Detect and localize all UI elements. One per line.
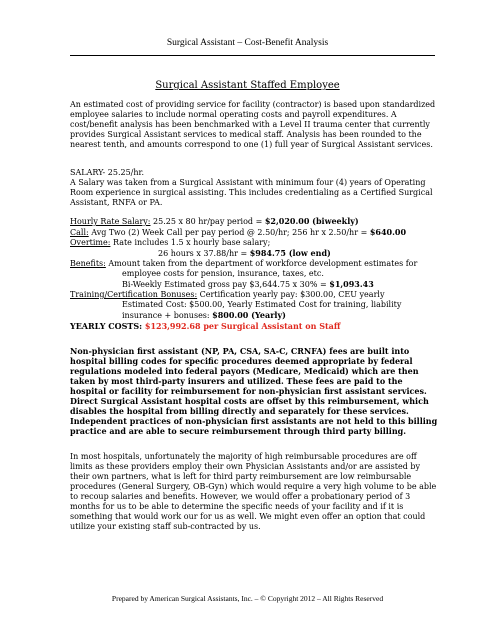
benefits-line-3 [70, 279, 440, 290]
overtime-value: $984.75 (low end) [249, 248, 331, 258]
benefits-text-3: Bi-Weekly Estimated gross pay $3,644.75 x 30% = [122, 280, 330, 289]
call-value: $640.00 [369, 227, 407, 237]
benefits-text: Amount taken from the department of workforce development estimates for [105, 259, 418, 268]
training-label: Training/Certification Bonuses: [70, 290, 198, 299]
hourly-text: 25.25 x 80 hr/pay period = [150, 217, 265, 226]
training-line-3 [70, 310, 440, 321]
hourly-rate-line [70, 216, 440, 227]
call-text: Avg Two (2) Week Call per pay period @ 2.50/hr; 256 hr x 2.50/hr = [88, 228, 370, 237]
page-header: Surgical Assistant – Cost-Benefit Analysis [166, 38, 329, 48]
page-footer: Prepared by American Surgical Assistants, Inc. – © Copyright 2012 – All Rights Reserved [111, 594, 384, 603]
cost-breakdown [70, 216, 440, 321]
salary-description: A Salary was taken from a Surgical Assistant with minimum four (4) years of Operating Room experience in surgical assisting. This includes credentialing as a Certified Surgical Assistant, RNFA or PA. [70, 178, 433, 207]
hourly-value: $2,020.00 (biweekly) [264, 216, 359, 226]
overtime-text-2: 26 hours x 37.88/hr = [158, 249, 250, 258]
benefits-line-2: employee costs for pension, insurance, taxes, etc. [122, 269, 324, 278]
benefits-label: Benefits: [70, 259, 106, 268]
reimbursement-paragraph: Non-physician first assistant (NP, PA, CSA, SA-C, CRNFA) fees are built into hospital billing codes for specific procedures deemed appropriate by federal regulations modeled into federal payors (Medicare, Medicaid) which are then taken by most third-party insurers and utilized. These fees are paid to the hospital or facility for reimbursement for non-physician first assistant services. Direct Surgical Assistant hospital costs are offset by this reimbursement, which disables the hospital from billing directly and separately for these services. Independent practices of non-physician first assistants are not held to this billing practice and are able to secure reimbursement through third party billing. [70, 346, 438, 436]
overtime-line [70, 238, 440, 248]
benefits-line [70, 259, 440, 269]
closing-paragraph: In most hospitals, unfortunately the majority of high reimbursable procedures are off limits as these providers employ their own Physician Assistants and/or are assisted by their own partners, what is left for third party reimbursement are low reimbursable procedures (General Surgery, OB-Gyn) which would require a very high volume to be able to recoup salaries and benefits. However, we would offer a probationary period of 3 months for us to be able to determine the specific needs of your facility and if it is something that would work our for us as well. We might even offer an option that could utilize your existing staff sub-contracted by us. [70, 452, 437, 531]
call-line [70, 227, 440, 238]
overtime-text: Rate includes 1.5 x hourly base salary; [110, 238, 271, 247]
training-text: Certification yearly pay: $300.00, CEU yearly [197, 290, 385, 299]
training-text-3: insurance + bonuses: [122, 311, 213, 320]
training-line [70, 290, 440, 300]
benefits-value: $1,093.43 [329, 279, 374, 289]
document-title: Surgical Assistant Staffed Employee [155, 80, 340, 91]
training-line-2: Estimated Cost: $500.00, Yearly Estimated Cost for training, liability [122, 300, 402, 309]
call-label: Call: [70, 228, 89, 237]
training-value: $800.00 (Yearly) [212, 310, 286, 320]
header-rule [70, 55, 435, 56]
intro-paragraph: An estimated cost of providing service for facility (contractor) is based upon standardized employee salaries to include normal operating costs and payroll expenditures. A cost/benefit analysis has been benchmarked with a Level II trauma center that currently provides Surgical Assistant services to medical staff. Analysis has been rounded to the nearest tenth, and amounts correspond to one (1) full year of Surgical Assistant services. [70, 100, 436, 149]
yearly-value: $123,992.68 per Surgical Assistant on Staff [144, 321, 341, 331]
hourly-label: Hourly Rate Salary: [70, 217, 151, 226]
overtime-line-2 [70, 248, 440, 259]
yearly-colon: : [139, 321, 145, 331]
yearly-costs-line [70, 321, 440, 332]
overtime-label: Overtime: [70, 238, 111, 247]
salary-line: SALARY- 25.25/hr. [70, 168, 145, 177]
salary-section [70, 168, 440, 208]
yearly-label: YEARLY COSTS [70, 321, 140, 331]
